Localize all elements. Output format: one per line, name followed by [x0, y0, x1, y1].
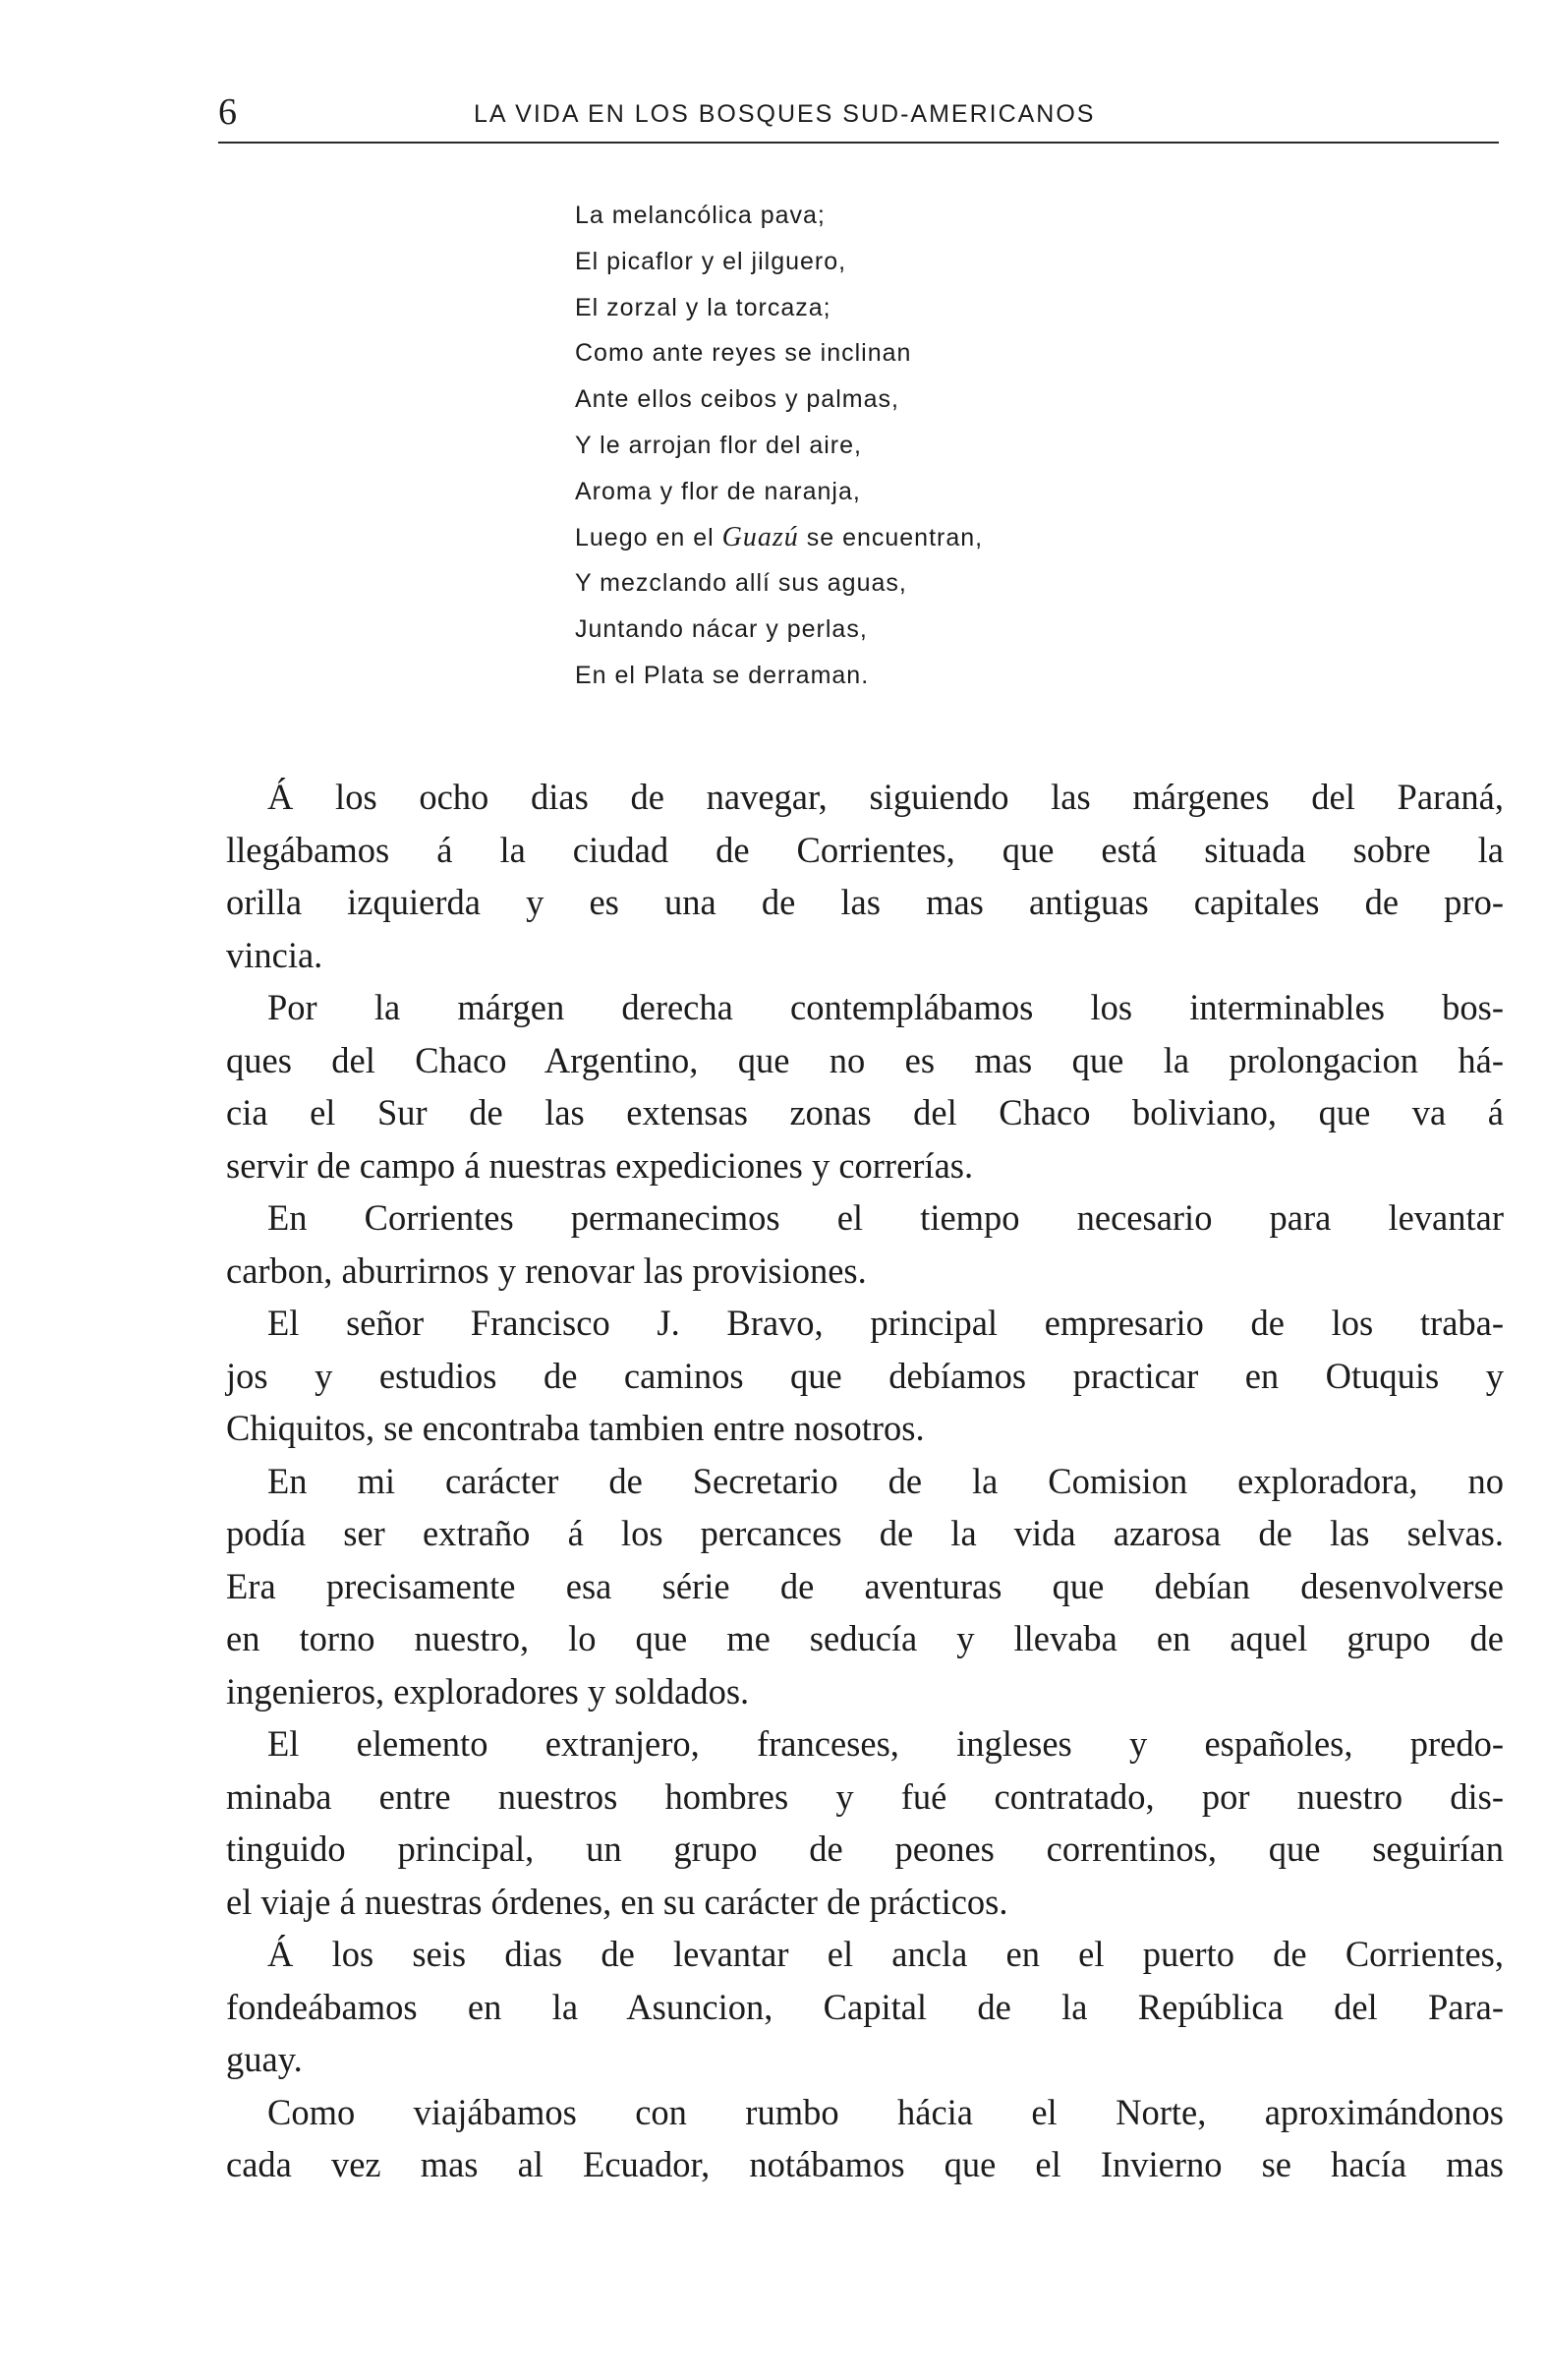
poem-line: Como ante reyes se inclinan [575, 339, 912, 368]
poem-line: Y le arrojan flor del aire, [575, 431, 862, 459]
poem-line: El zorzal y la torcaza; [575, 293, 831, 321]
prose-line: minaba entre nuestros hombres y fué contratado, por nuestro dis- [226, 1775, 1504, 1817]
poem-italic-word: Guazú [721, 521, 799, 552]
prose-line: Por la márgen derecha contemplábamos los interminables bos- [267, 987, 1504, 1027]
prose-line: Chiquitos, se encontraba tambien entre nosotros. [226, 1408, 925, 1448]
prose-line: En Corrientes permanecimos el tiempo necesario para levantar [267, 1197, 1504, 1238]
poem-line: Aroma y flor de naranja, [575, 477, 861, 505]
poem-block [575, 193, 1342, 699]
prose-line: jos y estudios de caminos que debíamos practicar en Otuquis y [226, 1355, 1504, 1396]
prose-line: orilla izquierda y es una de las mas antiguas capitales de pro- [226, 882, 1504, 922]
prose-line: servir de campo á nuestras expediciones y correrías. [226, 1144, 974, 1186]
prose-line: Á los ocho dias de navegar, siguiendo las márgenes del Paraná, [267, 777, 1504, 817]
prose-line: En mi carácter de Secretario de la Comision exploradora, no [267, 1460, 1504, 1501]
poem-line-suffix: se encuentran, [806, 523, 984, 551]
poem-line: Ante ellos ceibos y palmas, [575, 385, 899, 414]
prose-line: El señor Francisco J. Bravo, principal empresario de los traba- [267, 1303, 1504, 1343]
prose-line: Como viajábamos con rumbo hácia el Norte, aproximándonos [267, 2091, 1504, 2132]
prose-line: llegábamos á la ciudad de Corrientes, que está situada sobre la [226, 829, 1504, 870]
poem-line: La melancólica pava; [575, 202, 826, 229]
prose-line: carbon, aburrirnos y renovar las provisiones. [226, 1249, 867, 1291]
poem-line: Y mezclando allí sus aguas, [575, 569, 907, 598]
prose-line: vincia. [226, 934, 323, 975]
page-header [218, 90, 1499, 144]
prose-line: fondeábamos en la Asuncion, Capital de la República del Para- [226, 1986, 1504, 2027]
prose-line: Era precisamente esa série de aventuras que debían desenvolverse [226, 1565, 1504, 1606]
prose-line: guay. [226, 2039, 303, 2079]
prose-line: tinguido principal, un grupo de peones correntinos, que seguirían [226, 1829, 1504, 1869]
prose-line: podía ser extraño á los percances de la vida azarosa de las selvas. [226, 1513, 1504, 1553]
poem-line: En el Plata se derraman. [575, 661, 870, 689]
poem-line-prefix: Luego en el [575, 523, 715, 551]
prose-line: cia el Sur de las extensas zonas del Chaco boliviano, que va á [226, 1092, 1504, 1132]
prose-line: en torno nuestro, lo que me seducía y llevaba en aquel grupo de [226, 1618, 1504, 1658]
prose-line: Á los seis dias de levantar el ancla en el puerto de Corrientes, [267, 1934, 1504, 1974]
poem-line: El picaflor y el jilguero, [575, 247, 847, 275]
prose-line: El elemento extranjero, franceses, ingleses y españoles, predo- [267, 1723, 1504, 1764]
prose-line: cada vez mas al Ecuador, notábamos que el Invierno se hacía mas [226, 2144, 1504, 2184]
prose-line: ingenieros, exploradores y soldados. [226, 1670, 750, 1712]
prose-line: ques del Chaco Argentino, que no es mas que la prolongacion há- [226, 1039, 1504, 1080]
running-title: LA VIDA EN LOS BOSQUES SUD-AMERICANOS [474, 100, 1096, 128]
poem-line: Juntando nácar y perlas, [575, 615, 868, 644]
page-number: 6 [218, 91, 237, 133]
prose-line: el viaje á nuestras órdenes, en su carácter de prácticos. [226, 1881, 1008, 1922]
poem-line-with-italic [575, 515, 1342, 561]
prose-block [226, 771, 1504, 2191]
